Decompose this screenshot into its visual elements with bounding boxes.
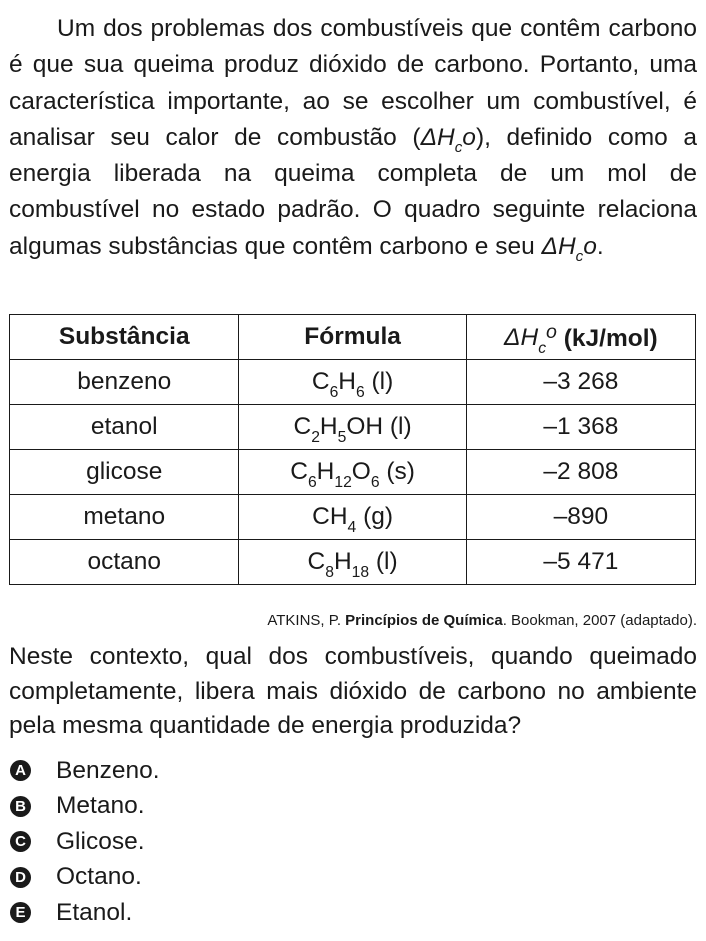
cell-formula: $C_6H_6$ (l) [239, 360, 466, 405]
cell-enthalpy: –890 [466, 495, 695, 540]
cell-substance: glicose [10, 450, 239, 495]
cell-formula: $C_8H_{18}$ (l) [239, 540, 466, 585]
option-letter-badge: C [10, 831, 31, 852]
option-text: Octano. [56, 863, 142, 891]
cell-enthalpy: –1 368 [466, 405, 695, 450]
intro-text-part2: ), definido como a energia liberada na queima completa de um mol de combustível no estado padrão. O quadro seguinte relaciona algumas substâncias que contêm carbono e seu [9, 123, 697, 260]
question-text: Neste contexto, qual dos combustíveis, quando queimado completamente, libera mais dióxido de carbono no ambiente pela mesma quantidade de energia produzida? [9, 643, 697, 739]
table-row [10, 450, 696, 495]
cell-formula: $C_6H_{12}O_6$ (s) [239, 450, 466, 495]
table-row [10, 360, 696, 405]
option-a[interactable] [9, 753, 160, 789]
option-text: Etanol. [56, 898, 133, 926]
option-letter-badge: D [10, 867, 31, 888]
cell-enthalpy: –2 808 [466, 450, 695, 495]
cell-enthalpy: –5 471 [466, 540, 695, 585]
cell-formula: $CH_4$ (g) [239, 495, 466, 540]
table-body [10, 360, 696, 585]
combustion-table [9, 314, 696, 585]
option-text: Benzeno. [56, 756, 160, 784]
table-header-row [10, 315, 696, 360]
answer-options [9, 753, 160, 931]
cell-substance: octano [10, 540, 239, 585]
option-b[interactable] [9, 789, 160, 825]
table-row [10, 540, 696, 585]
option-letter-badge: E [10, 902, 31, 923]
cell-substance: etanol [10, 405, 239, 450]
delta-h-symbol: $\Delta H_co$ [420, 123, 476, 156]
intro-paragraph [9, 0, 697, 265]
delta-h-symbol-2: $\Delta H_co$ [541, 232, 597, 265]
option-letter-badge: A [10, 760, 31, 781]
table-row [10, 405, 696, 450]
header-formula: Fórmula [239, 315, 466, 360]
cell-formula: $C_2H_5OH$ (l) [239, 405, 466, 450]
cell-enthalpy: –3 268 [466, 360, 695, 405]
header-substance: Substância [10, 315, 239, 360]
cell-substance: benzeno [10, 360, 239, 405]
option-text: Metano. [56, 792, 145, 820]
cell-substance: metano [10, 495, 239, 540]
option-d[interactable] [9, 860, 160, 896]
source-citation: ATKINS, P. Princípios de Química. Bookman, 2007 (adaptado). [267, 612, 697, 629]
intro-text-part1: Um dos problemas dos combustíveis que contêm carbono é que sua queima produz dióxido de carbono. Portanto, uma característica importante, ao se escolher um combustível, é analisar seu calor de combustão ( [9, 15, 697, 151]
intro-text-part3: . [596, 232, 604, 260]
question-page [9, 0, 697, 926]
option-e[interactable] [9, 895, 160, 931]
header-enthalpy: $\Delta H_c^o$ (kJ/mol) [466, 315, 695, 360]
table-row [10, 495, 696, 540]
source-title: Princípios de Química [345, 612, 503, 629]
option-c[interactable] [9, 824, 160, 860]
option-text: Glicose. [56, 827, 145, 855]
option-letter-badge: B [10, 796, 31, 817]
